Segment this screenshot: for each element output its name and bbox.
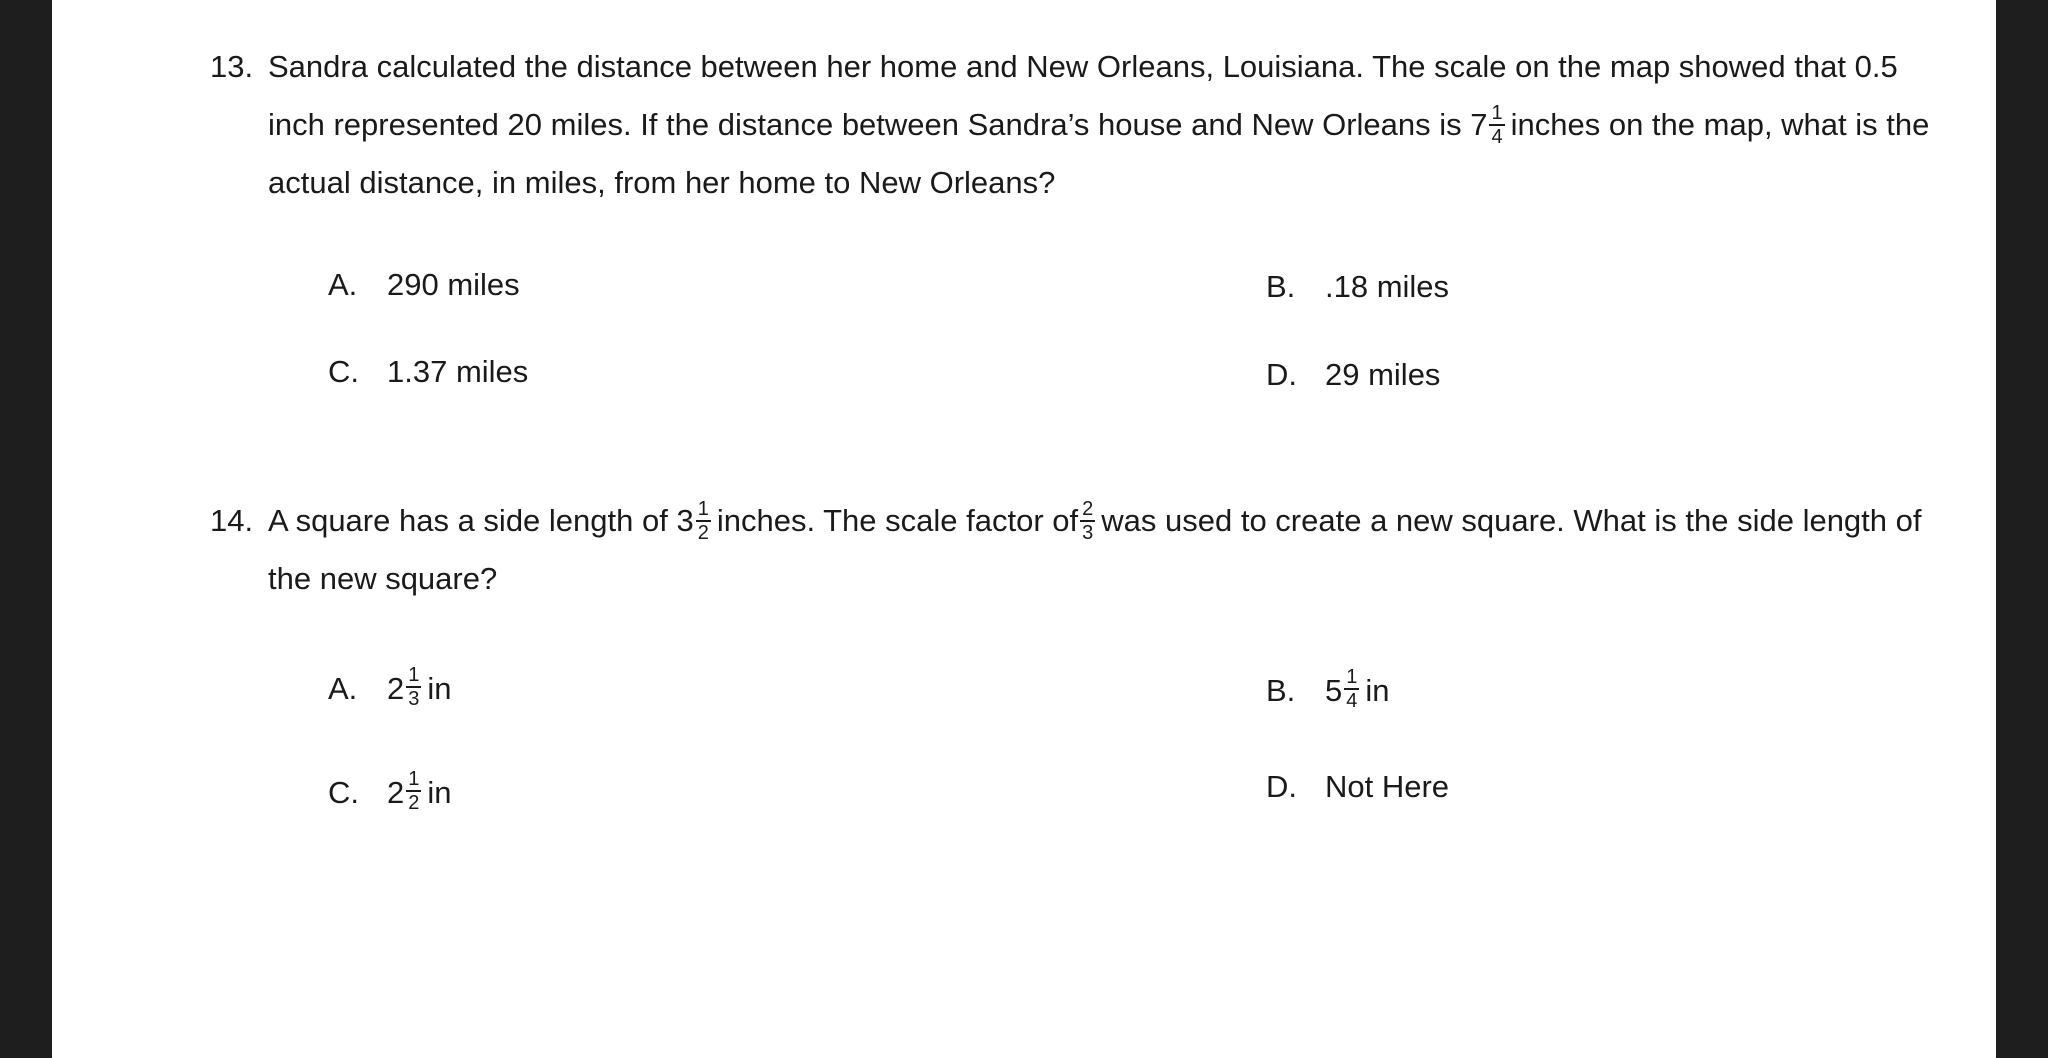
mixed-number-whole: 7 — [1470, 107, 1488, 142]
fraction — [406, 664, 421, 710]
choice-text: 290 miles — [387, 267, 520, 302]
fraction-numerator: 1 — [408, 768, 420, 790]
choice-letter: C. — [328, 354, 359, 389]
choice-13-d[interactable] — [1266, 355, 1440, 395]
choice-13-a[interactable] — [328, 265, 520, 305]
choice-unit: in — [1365, 673, 1390, 708]
fraction-denominator: 2 — [697, 521, 709, 544]
question-13 — [210, 38, 1960, 212]
choice-13-b[interactable] — [1266, 267, 1449, 307]
choice-letter: B. — [1266, 673, 1296, 708]
fraction — [696, 498, 711, 544]
fraction — [1489, 102, 1504, 148]
fraction — [1080, 498, 1095, 544]
question-text-part: inches. The scale factor of — [716, 503, 1079, 538]
question-text-part: A square has a side length of — [268, 503, 677, 538]
fraction — [1344, 666, 1359, 712]
choice-14-d[interactable] — [1266, 767, 1449, 807]
choice-text: 1.37 miles — [387, 354, 529, 389]
fraction-denominator: 4 — [1346, 690, 1358, 712]
mixed-number-whole: 2 — [387, 671, 405, 706]
choice-unit: in — [427, 775, 452, 810]
choice-letter: D. — [1266, 769, 1297, 804]
choice-text: Not Here — [1325, 769, 1450, 804]
question-text-part: was used to create a new square. What is the side length of the new square? — [268, 503, 1922, 596]
choice-14-b[interactable] — [1266, 668, 1390, 714]
choice-letter: A. — [328, 267, 358, 302]
choice-14-a[interactable] — [328, 666, 452, 712]
choice-text: 29 miles — [1325, 357, 1441, 392]
fraction-numerator: 1 — [1491, 101, 1503, 124]
fraction-denominator: 3 — [408, 688, 420, 710]
question-text — [268, 38, 1960, 212]
choice-letter: A. — [328, 671, 358, 706]
question-text-part: inches on the map, what is the actual distance, in miles, from her home to New Orleans? — [268, 107, 1930, 200]
mixed-number-whole: 2 — [387, 775, 405, 810]
choice-letter: C. — [328, 775, 359, 810]
fraction-denominator: 2 — [408, 792, 420, 814]
question-number: 13. — [210, 49, 254, 84]
fraction-denominator: 4 — [1491, 125, 1503, 148]
choice-unit: in — [427, 671, 452, 706]
worksheet-page — [52, 0, 1996, 1058]
choice-letter: D. — [1266, 357, 1297, 392]
choice-14-c[interactable] — [328, 770, 452, 816]
mixed-number-whole: 3 — [676, 503, 694, 538]
fraction-numerator: 1 — [697, 497, 709, 520]
choice-text: .18 miles — [1325, 269, 1450, 304]
question-14 — [210, 492, 1960, 608]
fraction-numerator: 2 — [1082, 497, 1094, 520]
question-text-part: Sandra calculated the distance between her home and New Orleans, Louisiana. The scale on the map showed that 0.5 inch represented 20 miles. If the distance between Sandra’s house and New Orleans is — [268, 49, 1898, 142]
fraction — [406, 768, 421, 814]
choice-letter: B. — [1266, 269, 1296, 304]
fraction-numerator: 1 — [1346, 666, 1358, 688]
question-number: 14. — [210, 503, 254, 538]
mixed-number-whole: 5 — [1325, 673, 1343, 708]
fraction-denominator: 3 — [1082, 521, 1094, 544]
choice-13-c[interactable] — [328, 352, 528, 392]
fraction-numerator: 1 — [408, 664, 420, 686]
question-text — [268, 492, 1960, 608]
